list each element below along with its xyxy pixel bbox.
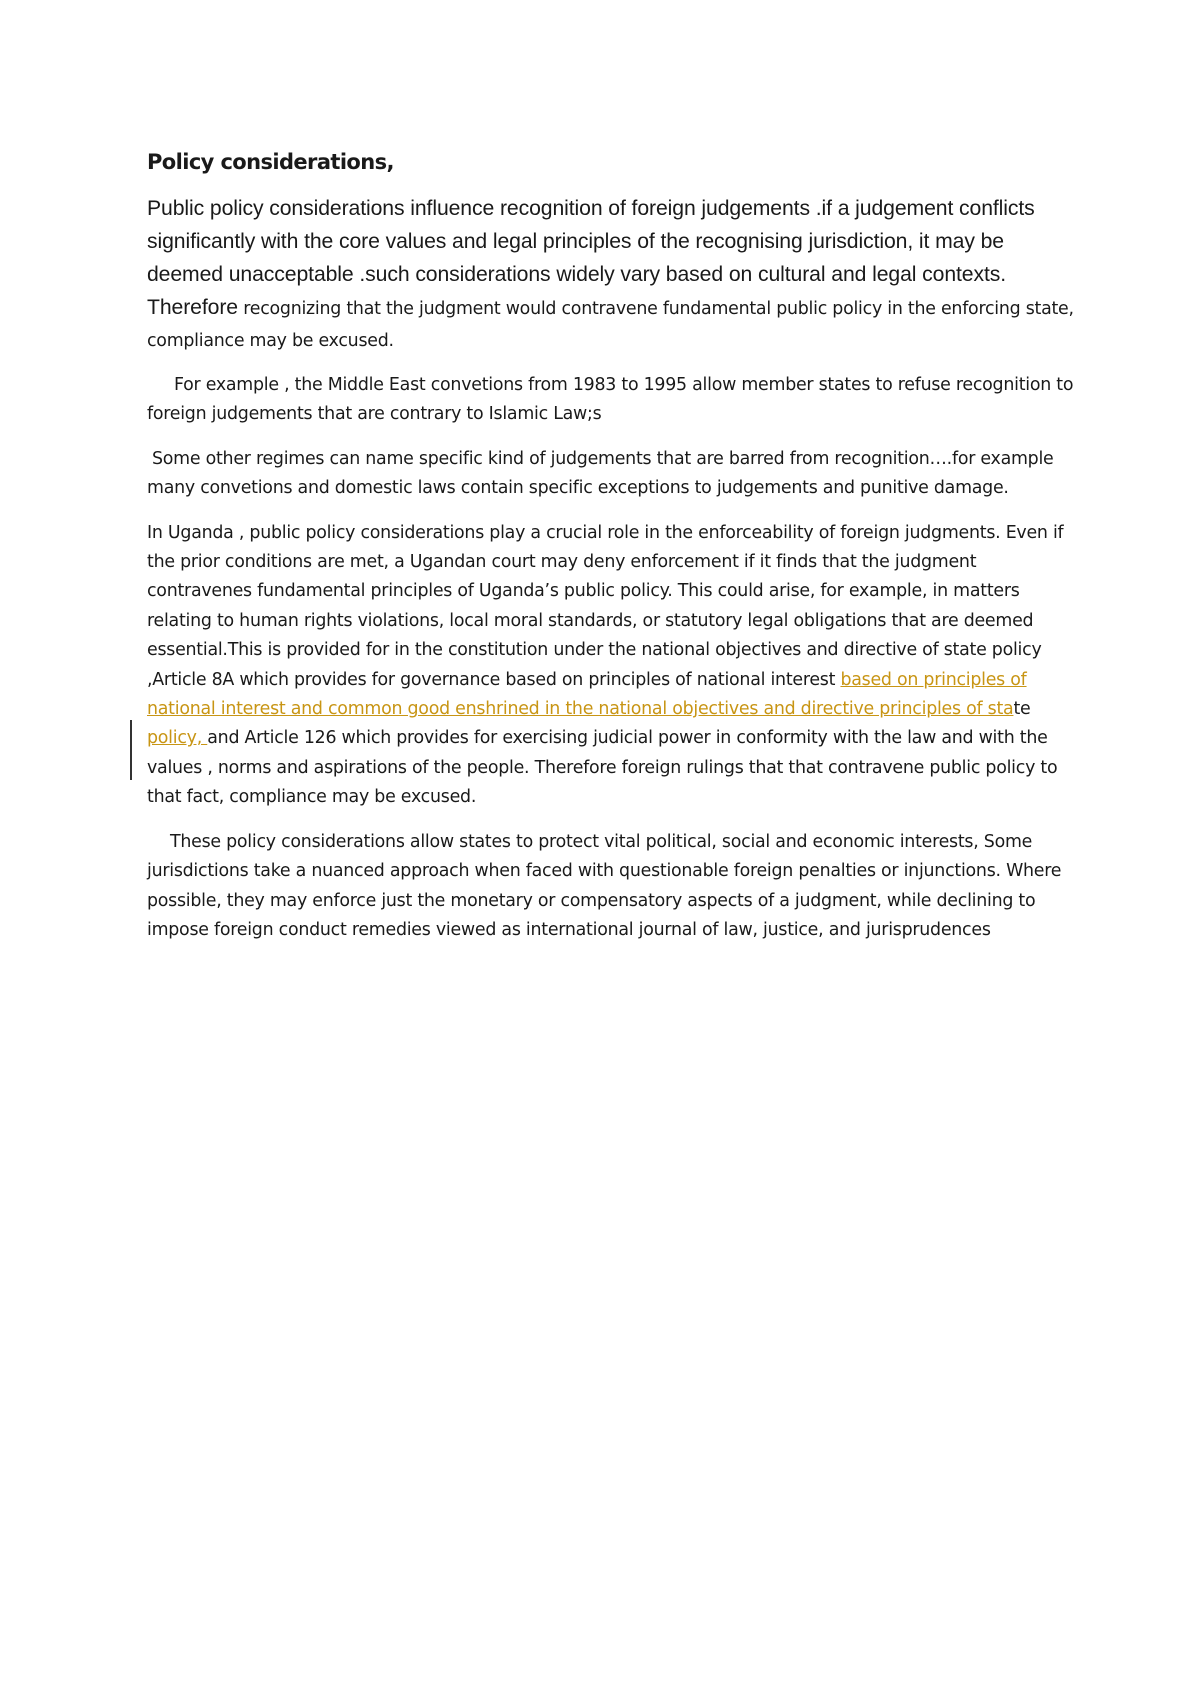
uganda-text-a: In Uganda , public policy considerations play a crucial role in the enforceability of foreign judgments. Even if the prior conditions are met, a Ugandan court may deny enforcement if it finds that the judgment contravenes fundamental principles of Uganda’s public policy. This could arise, for example, in matters relating to human rights violations, local moral standards, or statutory legal obligations that are deemed essential.This is provided for in the constitution under the national objectives and directive of state policy ,Article 8A which provides for governance based on principles of national interest [147,522,1064,690]
tracked-insertion-2: policy, [147,728,208,749]
tracked-insertion-1: based on principles of national interest and common good enshrined in the national objectives and directive principles of sta [147,669,1027,720]
uganda-text-b: te [1013,699,1031,720]
tracked-change-bar [130,720,132,780]
paragraph-uganda [147,519,1077,813]
paragraph-public-policy [147,193,1077,357]
document-heading: Policy considerations, [147,150,394,174]
document-body [147,145,1077,960]
paragraph-lead-text: Public policy considerations influence recognition of foreign judgements .if a judgement conflicts significantly with the core values and legal principles of the recognising jurisdiction, it may be deemed unacceptable .such considerations widely vary based on cultural and legal contexts. Therefore [147,197,1035,319]
uganda-text-c: and Article 126 which provides for exercising judicial power in conformity with the law and with the values , norms and aspirations of the people. Therefore foreign rulings that that contravene public policy to that fact, compliance may be excused. [147,728,1058,808]
paragraph-middle-east-example: For example , the Middle East convetions from 1983 to 1995 allow member states to refuse recognition to foreign judgements that are contrary to Islamic Law;s [147,375,1074,425]
paragraph-closing: These policy considerations allow states to protect vital political, social and economic interests, Some jurisdictions take a nuanced approach when faced with questionable foreign penalties or injunctions. Where possible, they may enforce just the monetary or compensatory aspects of a judgment, while declining to impose foreign conduct remedies viewed as international journal of law, justice, and jurisprudences [147,831,1062,940]
paragraph-continuation-text: recognizing that the judgment would contravene fundamental public policy in the enforcing state, compliance may be excused. [147,299,1074,351]
paragraph-other-regimes: Some other regimes can name specific kind of judgements that are barred from recognition….for example many convetions and domestic laws contain specific exceptions to judgements and punitive damage. [147,448,1054,499]
